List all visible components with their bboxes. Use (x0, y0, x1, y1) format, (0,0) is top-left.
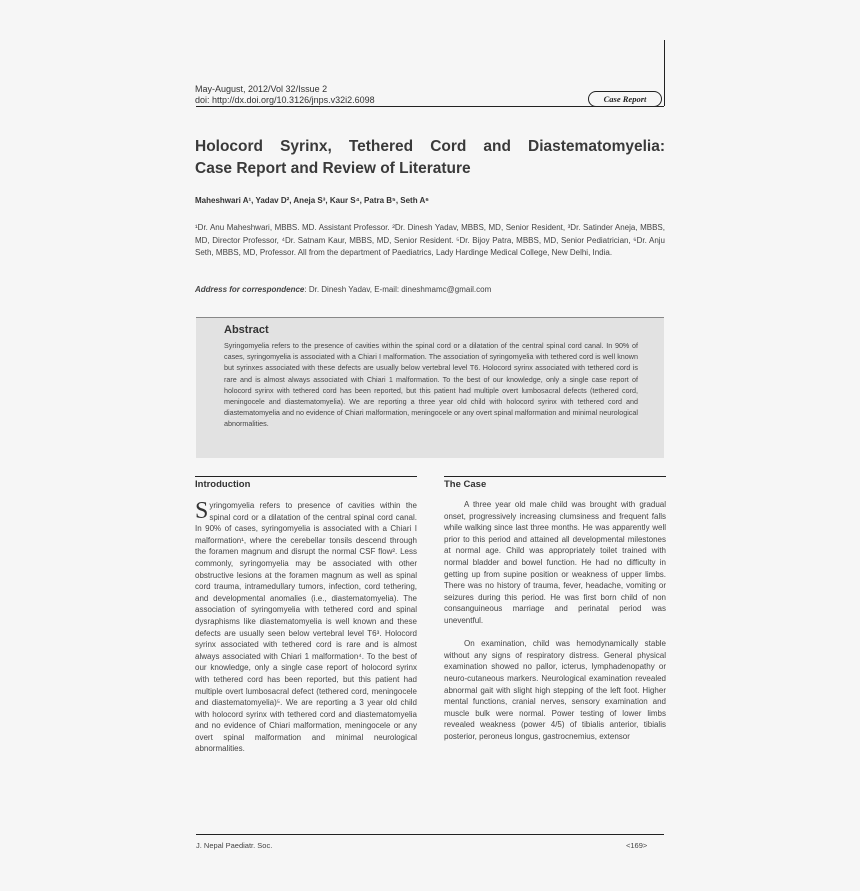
introduction-rule (195, 476, 417, 477)
correspondence-label: Address for correspondence (195, 285, 305, 294)
title-line-1: Holocord Syrinx, Tethered Cord and Diastematomyelia: (195, 138, 665, 155)
introduction-text: yringomyelia refers to presence of cavities within the spinal cord or a dilatation of the central spinal cord canal. In 90% of cases, syringomyelia is associated with a Chiari I malformation¹, where the cerebellar tonsils descend through the foramen magnum and disrupt the normal CSF flow². Less commonly, syringomyelia may be associated with other obstructive lesions at the foramen magnum as well as spinal cord trauma, intramedullary tumors, infection, cord tethering, and developmental anomalies (i.e., diastematomyelia). The association of syringomyelia with tethered cord and spinal dysraphisms like diastematomyelia is well known and these defects are usually seen below vertebral level T6³. Holocord syrinx associated with tethered cord is rare and is almost always associated with Chiari 1 malformation⁴. To the best of our knowledge, only a single case report of holocord syrinx with tethered cord has been reported, but this patient had multiple overt lumbosacral defect (tethered cord, meningocele and diastematomyelia)⁵. We are reporting a 3 year old child with holocord syrinx with tethered cord and diastematomyelia and no evidence of Chiari malformation, meningocele or any overt spinal malformation and minimal neurological abnormalities. (195, 501, 417, 754)
abstract-heading: Abstract (224, 324, 269, 336)
case-heading: The Case (444, 479, 487, 490)
introduction-paragraph (195, 500, 417, 755)
author-list: Maheshwari A¹, Yadav D², Aneja S³, Kaur S⁴, Patra B⁵, Seth A⁶ (195, 196, 429, 205)
case-rule (444, 476, 666, 477)
affiliations: ¹Dr. Anu Maheshwari, MBBS. MD. Assistant Professor. ²Dr. Dinesh Yadav, MBBS, MD, Senior Resident, ³Dr. Satinder Aneja, MBBS, MD, Director Professor, ⁴Dr. Satnam Kaur, MBBS, MD, Senior Resident. ⁵Dr. Bijoy Patra, MBBS, MD, Senior Pediatrician, ⁶Dr. Anju Seth, MBBS, MD, Professor. All from the department of Paediatrics, Lady Hardinge Medical College, New Delhi, India. (195, 223, 665, 257)
issue-line: May-August, 2012/Vol 32/Issue 2 (195, 84, 328, 94)
case-paragraph-1: A three year old male child was brought with gradual onset, progressively increasing clumsiness and frequent falls while walking since last three months. He was apparently well prior to this period and attained all developmental milestones at normal age. Child was appropriately toilet trained with normal bladder and bowel function. He had no difficulty in getting up from supine position or weakness of upper limbs. There was no history of trauma, fever, headache, vomiting or seizures during this period. He was first born child of non consanguineous marriage and perinatal period was uneventful. (444, 500, 666, 625)
doi-line: doi: http://dx.doi.org/10.3126/jnps.v32i2.6098 (195, 95, 375, 105)
drop-cap: S (195, 498, 209, 524)
case-paragraph-2: On examination, child was hemodynamically stable without any signs of respiratory distress. General physical examination showed no pallor, icterus, lymphadenopathy or neuro-cutaneous markers. Neurological examination revealed abnormal gait with slight high stepping of the left foot. Higher mental functions, cranial nerves, sensory examination and muscle bulk were normal. Power testing of lower limbs revealed weakness (power 4/5) of tibialis anterior, tibialis posterior, peroneus longus, gastrocnemius, extensor (444, 639, 666, 741)
footer-rule (196, 834, 664, 835)
introduction-column (195, 500, 417, 755)
case-report-badge: Case Report (588, 91, 662, 107)
article-title (195, 136, 665, 180)
issue-info (195, 84, 375, 106)
header-rule (196, 106, 664, 107)
page-number: <169> (626, 841, 648, 850)
correspondence (195, 285, 491, 294)
introduction-heading: Introduction (195, 479, 251, 490)
abstract-text: Syringomyelia refers to the presence of cavities within the spinal cord or a dilatation of the central spinal cord canal. In 90% of cases, syringomyelia is associated with a Chiari I malformation. The association of syringomyelia with tethered cord is well known but syrinxes associated with these defects are usually below vertebral level T6. Holocord syrinx associated with tethered cord is rare and is almost always associated with Chiari 1 malformation. To the best of our knowledge, only a single case report of holocord syrinx with tethered cord has been reported, but this patient had multiple overt lumbosacral defects (tethered cord, meningocele and diastematomyelia). We are reporting a three year old child with holocord syrinx with tethered cord and diastematomyelia and no evidence of Chiari malformation, meningocele or any overt spinal malformation and minimal neurological abnormalities. (224, 341, 638, 429)
correspondence-text: : Dr. Dinesh Yadav, E-mail: dineshmamc@gmail.com (304, 285, 492, 294)
journal-name: J. Nepal Paediatr. Soc. (196, 841, 273, 850)
case-column (444, 499, 666, 742)
title-line-2: Case Report and Review of Literature (195, 160, 471, 177)
header-vertical-rule (664, 40, 665, 106)
